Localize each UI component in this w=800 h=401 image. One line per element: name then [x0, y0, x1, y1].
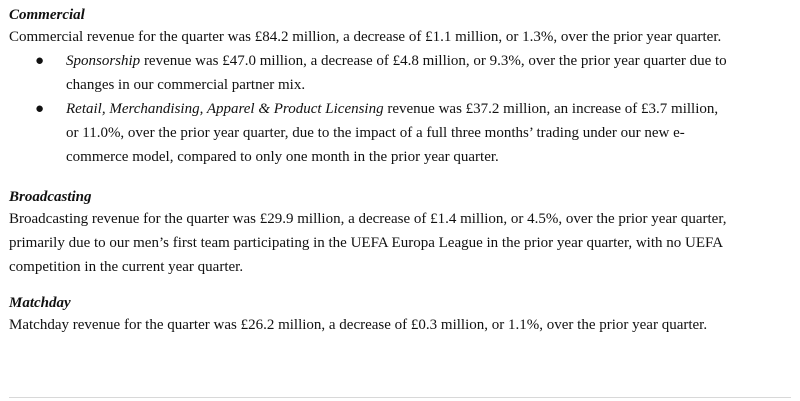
- matchday-heading: Matchday: [9, 295, 71, 311]
- bullet-line: [66, 49, 795, 73]
- document-body: [9, 5, 795, 337]
- broadcasting-section: [9, 187, 795, 279]
- bullet-line: [66, 97, 795, 121]
- section-spacer: [9, 169, 795, 187]
- section-spacer: [9, 279, 795, 293]
- commercial-section: [9, 5, 795, 169]
- bullet-line: or 11.0%, over the prior year quarter, due to the impact of a full three months’ trading under our new e-: [66, 125, 685, 141]
- bottom-divider: [9, 397, 791, 398]
- commercial-summary: Commercial revenue for the quarter was £84.2 million, a decrease of £1.1 million, or 1.3%, over the prior year quarter.: [9, 29, 722, 45]
- commercial-heading: Commercial: [9, 7, 85, 23]
- bullet-term: Sponsorship: [66, 53, 141, 69]
- matchday-summary: Matchday revenue for the quarter was £26.2 million, a decrease of £0.3 million, or 1.1%, over the prior year quarter.: [9, 317, 708, 333]
- broadcasting-line: competition in the current year quarter.: [9, 259, 244, 275]
- bullet-line: commerce model, compared to only one month in the prior year quarter.: [66, 149, 499, 165]
- bullet-icon: ●: [35, 53, 45, 69]
- bullet-item-sponsorship: [9, 49, 795, 97]
- broadcasting-line: primarily due to our men’s first team participating in the UEFA Europa League in the prior year quarter, with no UEFA: [9, 235, 724, 251]
- bullet-term: Retail, Merchandising, Apparel & Product Licensing: [66, 101, 384, 117]
- bullet-text: revenue was £47.0 million, a decrease of £4.8 million, or 9.3%, over the prior year quarter due to: [140, 53, 727, 69]
- commercial-bullet-list: [9, 49, 795, 169]
- matchday-section: [9, 293, 795, 337]
- broadcasting-heading: Broadcasting: [9, 189, 92, 205]
- bullet-text: revenue was £37.2 million, an increase of £3.7 million,: [383, 101, 719, 117]
- bullet-icon: ●: [35, 101, 45, 117]
- bullet-item-retail: [9, 97, 795, 169]
- bullet-line: changes in our commercial partner mix.: [66, 77, 306, 93]
- broadcasting-line: Broadcasting revenue for the quarter was £29.9 million, a decrease of £1.4 million, or 4.5%, over the prior year quarter,: [9, 211, 727, 227]
